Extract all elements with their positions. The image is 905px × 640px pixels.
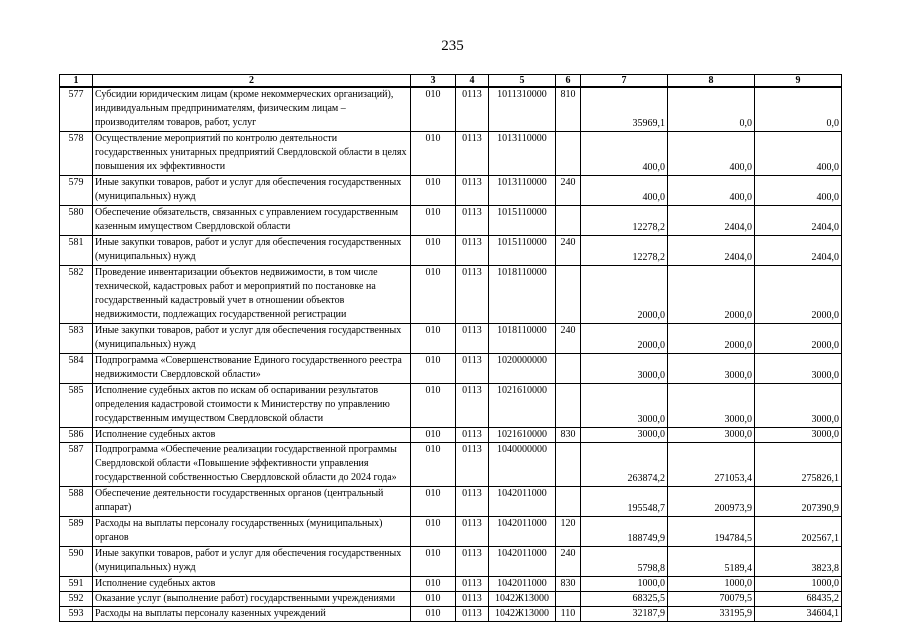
code-cell: 1021610000 [489, 383, 556, 427]
row-number: 579 [60, 175, 93, 205]
code-cell [556, 383, 581, 427]
code-cell [556, 486, 581, 516]
row-number: 577 [60, 87, 93, 131]
amount-cell: 33195,9 [668, 606, 755, 621]
amount-cell: 3000,0 [755, 427, 842, 442]
amount-cell: 3000,0 [581, 427, 668, 442]
amount-cell: 3000,0 [668, 383, 755, 427]
code-cell: 0113 [456, 576, 489, 591]
row-number: 584 [60, 353, 93, 383]
code-cell: 1013110000 [489, 131, 556, 175]
code-cell: 1013110000 [489, 175, 556, 205]
row-description: Обеспечение деятельности государственных органов (центральный аппарат) [93, 486, 411, 516]
code-cell: 0113 [456, 131, 489, 175]
code-cell: 240 [556, 175, 581, 205]
budget-table [59, 74, 842, 622]
table-row [60, 591, 842, 606]
table-row [60, 205, 842, 235]
row-number: 580 [60, 205, 93, 235]
amount-cell: 400,0 [668, 131, 755, 175]
table-row [60, 516, 842, 546]
code-cell: 0113 [456, 442, 489, 486]
code-cell: 0113 [456, 516, 489, 546]
code-cell: 1042011000 [489, 546, 556, 576]
code-cell: 010 [411, 576, 456, 591]
amount-cell: 2000,0 [668, 265, 755, 323]
code-cell: 1015110000 [489, 235, 556, 265]
amount-cell: 5798,8 [581, 546, 668, 576]
code-cell: 010 [411, 265, 456, 323]
table-row [60, 606, 842, 621]
code-cell: 0113 [456, 265, 489, 323]
code-cell: 1018110000 [489, 323, 556, 353]
row-number: 593 [60, 606, 93, 621]
code-cell: 0113 [456, 383, 489, 427]
code-cell: 1042011000 [489, 576, 556, 591]
column-header: 8 [668, 75, 755, 88]
code-cell: 010 [411, 235, 456, 265]
code-cell: 1042Ж13000 [489, 591, 556, 606]
row-description: Иные закупки товаров, работ и услуг для обеспечения государственных (муниципальных) нужд [93, 323, 411, 353]
table-row [60, 546, 842, 576]
code-cell: 010 [411, 205, 456, 235]
code-cell: 1011310000 [489, 87, 556, 131]
code-cell: 010 [411, 175, 456, 205]
table-header-row [60, 75, 842, 88]
row-number: 586 [60, 427, 93, 442]
row-number: 591 [60, 576, 93, 591]
amount-cell: 400,0 [668, 175, 755, 205]
code-cell: 0113 [456, 175, 489, 205]
amount-cell: 1000,0 [581, 576, 668, 591]
amount-cell: 3000,0 [755, 383, 842, 427]
code-cell: 0113 [456, 546, 489, 576]
code-cell [556, 353, 581, 383]
amount-cell: 188749,9 [581, 516, 668, 546]
row-number: 589 [60, 516, 93, 546]
amount-cell: 68435,2 [755, 591, 842, 606]
amount-cell: 195548,7 [581, 486, 668, 516]
column-header: 4 [456, 75, 489, 88]
row-number: 582 [60, 265, 93, 323]
amount-cell: 194784,5 [668, 516, 755, 546]
code-cell: 0113 [456, 205, 489, 235]
code-cell: 120 [556, 516, 581, 546]
code-cell [556, 265, 581, 323]
code-cell: 010 [411, 383, 456, 427]
amount-cell: 3000,0 [668, 427, 755, 442]
row-description: Иные закупки товаров, работ и услуг для обеспечения государственных (муниципальных) нужд [93, 546, 411, 576]
amount-cell: 70079,5 [668, 591, 755, 606]
amount-cell: 34604,1 [755, 606, 842, 621]
table-row [60, 87, 842, 131]
table-row [60, 442, 842, 486]
amount-cell: 5189,4 [668, 546, 755, 576]
table-row [60, 576, 842, 591]
amount-cell: 2404,0 [668, 235, 755, 265]
code-cell [556, 131, 581, 175]
code-cell: 0113 [456, 87, 489, 131]
row-number: 578 [60, 131, 93, 175]
amount-cell: 400,0 [581, 175, 668, 205]
amount-cell: 35969,1 [581, 87, 668, 131]
amount-cell: 3000,0 [755, 353, 842, 383]
code-cell: 0113 [456, 353, 489, 383]
table-row [60, 353, 842, 383]
row-description: Исполнение судебных актов [93, 427, 411, 442]
row-number: 581 [60, 235, 93, 265]
column-header: 5 [489, 75, 556, 88]
table-row [60, 427, 842, 442]
row-number: 585 [60, 383, 93, 427]
code-cell: 830 [556, 427, 581, 442]
code-cell: 0113 [456, 486, 489, 516]
amount-cell: 400,0 [755, 131, 842, 175]
row-description: Обеспечение обязательств, связанных с управлением государственным казенным имуществом Свердловской области [93, 205, 411, 235]
amount-cell: 3823,8 [755, 546, 842, 576]
row-description: Исполнение судебных актов по искам об оспаривании результатов определения кадастровой стоимости к Министерству по управлению государственным имуществом Свердловской области [93, 383, 411, 427]
amount-cell: 2000,0 [581, 323, 668, 353]
row-description: Иные закупки товаров, работ и услуг для обеспечения государственных (муниципальных) нужд [93, 175, 411, 205]
amount-cell: 202567,1 [755, 516, 842, 546]
column-header: 7 [581, 75, 668, 88]
column-header: 6 [556, 75, 581, 88]
table-row [60, 265, 842, 323]
code-cell: 1042011000 [489, 516, 556, 546]
code-cell: 010 [411, 486, 456, 516]
amount-cell: 12278,2 [581, 235, 668, 265]
code-cell: 010 [411, 87, 456, 131]
table-body [60, 87, 842, 621]
amount-cell: 0,0 [668, 87, 755, 131]
amount-cell: 2404,0 [755, 235, 842, 265]
table-row [60, 323, 842, 353]
code-cell: 0113 [456, 427, 489, 442]
row-description: Расходы на выплаты персоналу казенных учреждений [93, 606, 411, 621]
row-description: Подпрограмма «Обеспечение реализации государственной программы Свердловской области «Повышение эффективности управления государственной собственностью Свердловской области до 2024 года» [93, 442, 411, 486]
amount-cell: 275826,1 [755, 442, 842, 486]
code-cell: 1015110000 [489, 205, 556, 235]
row-description: Осуществление мероприятий по контролю деятельности государственных унитарных предприятий Свердловской области в целях повышения их эффективности [93, 131, 411, 175]
table-row [60, 486, 842, 516]
column-header: 1 [60, 75, 93, 88]
row-description: Расходы на выплаты персоналу государственных (муниципальных) органов [93, 516, 411, 546]
table-row [60, 235, 842, 265]
code-cell: 240 [556, 323, 581, 353]
amount-cell: 68325,5 [581, 591, 668, 606]
code-cell: 0113 [456, 606, 489, 621]
row-description: Субсидии юридическим лицам (кроме некоммерческих организаций), индивидуальным предпринимателям, физическим лицам – производителям товаров, работ, услуг [93, 87, 411, 131]
code-cell: 010 [411, 131, 456, 175]
code-cell: 240 [556, 546, 581, 576]
code-cell: 810 [556, 87, 581, 131]
amount-cell: 1000,0 [755, 576, 842, 591]
amount-cell: 271053,4 [668, 442, 755, 486]
amount-cell: 2404,0 [668, 205, 755, 235]
amount-cell: 2000,0 [755, 323, 842, 353]
code-cell: 0113 [456, 323, 489, 353]
code-cell: 1042011000 [489, 486, 556, 516]
row-description: Проведение инвентаризации объектов недвижимости, в том числе технической, кадастровых работ и мероприятий по постановке на государственный кадастровый учет в отношении объектов недвижимости, подлежащих государственной регистрации [93, 265, 411, 323]
amount-cell: 400,0 [755, 175, 842, 205]
row-number: 587 [60, 442, 93, 486]
row-description: Исполнение судебных актов [93, 576, 411, 591]
code-cell: 010 [411, 591, 456, 606]
code-cell [556, 591, 581, 606]
amount-cell: 32187,9 [581, 606, 668, 621]
row-description: Оказание услуг (выполнение работ) государственными учреждениями [93, 591, 411, 606]
amount-cell: 3000,0 [581, 383, 668, 427]
page-number: 235 [441, 38, 464, 54]
table-row [60, 175, 842, 205]
code-cell: 1021610000 [489, 427, 556, 442]
table-row [60, 131, 842, 175]
amount-cell: 2404,0 [755, 205, 842, 235]
code-cell: 010 [411, 427, 456, 442]
amount-cell: 2000,0 [668, 323, 755, 353]
amount-cell: 200973,9 [668, 486, 755, 516]
code-cell: 1040000000 [489, 442, 556, 486]
amount-cell: 207390,9 [755, 486, 842, 516]
code-cell: 010 [411, 546, 456, 576]
code-cell: 110 [556, 606, 581, 621]
column-header: 3 [411, 75, 456, 88]
code-cell: 010 [411, 323, 456, 353]
code-cell [556, 205, 581, 235]
row-number: 592 [60, 591, 93, 606]
code-cell: 0113 [456, 591, 489, 606]
row-description: Подпрограмма «Совершенствование Единого государственного реестра недвижимости Свердловской области» [93, 353, 411, 383]
code-cell: 010 [411, 516, 456, 546]
column-header: 2 [93, 75, 411, 88]
amount-cell: 0,0 [755, 87, 842, 131]
code-cell: 1042Ж13000 [489, 606, 556, 621]
table-row [60, 383, 842, 427]
amount-cell: 3000,0 [668, 353, 755, 383]
amount-cell: 1000,0 [668, 576, 755, 591]
row-number: 590 [60, 546, 93, 576]
code-cell: 010 [411, 606, 456, 621]
amount-cell: 400,0 [581, 131, 668, 175]
row-number: 583 [60, 323, 93, 353]
column-header: 9 [755, 75, 842, 88]
code-cell: 1018110000 [489, 265, 556, 323]
code-cell: 0113 [456, 235, 489, 265]
code-cell: 1020000000 [489, 353, 556, 383]
code-cell [556, 442, 581, 486]
amount-cell: 12278,2 [581, 205, 668, 235]
amount-cell: 3000,0 [581, 353, 668, 383]
row-description: Иные закупки товаров, работ и услуг для обеспечения государственных (муниципальных) нужд [93, 235, 411, 265]
code-cell: 830 [556, 576, 581, 591]
code-cell: 010 [411, 353, 456, 383]
row-number: 588 [60, 486, 93, 516]
code-cell: 240 [556, 235, 581, 265]
amount-cell: 263874,2 [581, 442, 668, 486]
amount-cell: 2000,0 [755, 265, 842, 323]
amount-cell: 2000,0 [581, 265, 668, 323]
code-cell: 010 [411, 442, 456, 486]
